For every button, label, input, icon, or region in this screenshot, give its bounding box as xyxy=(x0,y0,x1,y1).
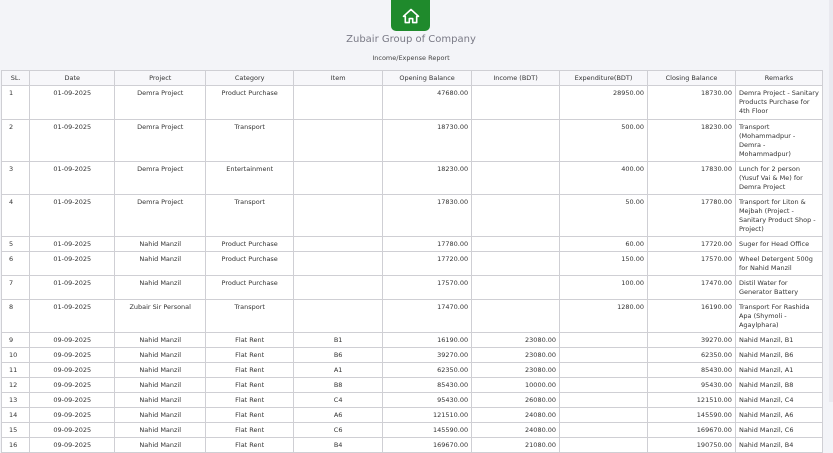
table-cell-sl: 12 xyxy=(2,378,30,393)
table-cell-item xyxy=(294,120,383,162)
table-cell-category: Flat Rent xyxy=(206,333,294,348)
table-row xyxy=(2,300,823,333)
company-logo[interactable] xyxy=(391,0,430,31)
table-cell-project: Nahid Manzil xyxy=(115,378,206,393)
table-cell-item: B6 xyxy=(294,348,383,363)
table-cell-category: Product Purchase xyxy=(206,237,294,252)
table-cell-remarks: Lunch for 2 person (Yusuf Vai & Me) for Demra Project xyxy=(735,162,822,195)
table-row xyxy=(2,408,823,423)
table-cell-date: 01-09-2025 xyxy=(30,237,115,252)
table-cell-category: Product Purchase xyxy=(206,86,294,120)
table-cell-expenditure: 100.00 xyxy=(560,276,648,300)
table-row xyxy=(2,363,823,378)
table-cell-income: 21080.00 xyxy=(472,438,560,453)
table-cell-opening-balance: 18230.00 xyxy=(383,162,472,195)
table-cell-closing-balance: 18230.00 xyxy=(648,120,736,162)
table-cell-income xyxy=(472,162,560,195)
table-cell-income xyxy=(472,86,560,120)
table-cell-sl: 3 xyxy=(2,162,30,195)
table-row xyxy=(2,393,823,408)
table-cell-closing-balance: 85430.00 xyxy=(648,363,736,378)
table-cell-project: Nahid Manzil xyxy=(115,252,206,276)
table-cell-date: 01-09-2025 xyxy=(30,300,115,333)
table-cell-opening-balance: 145590.00 xyxy=(383,423,472,438)
table-cell-date: 09-09-2025 xyxy=(30,363,115,378)
table-cell-sl: 4 xyxy=(2,195,30,237)
table-cell-project: Demra Project xyxy=(115,195,206,237)
table-cell-income: 24080.00 xyxy=(472,423,560,438)
table-cell-expenditure xyxy=(560,423,648,438)
table-cell-closing-balance: 17780.00 xyxy=(648,195,736,237)
table-cell-expenditure xyxy=(560,348,648,363)
table-cell-item xyxy=(294,237,383,252)
table-cell-expenditure xyxy=(560,378,648,393)
table-row xyxy=(2,276,823,300)
table-cell-closing-balance: 17570.00 xyxy=(648,252,736,276)
table-cell-income: 24080.00 xyxy=(472,408,560,423)
table-cell-category: Transport xyxy=(206,300,294,333)
table-cell-project: Demra Project xyxy=(115,86,206,120)
table-cell-remarks: Nahid Manzil, B8 xyxy=(735,378,822,393)
table-cell-item: B1 xyxy=(294,333,383,348)
table-cell-item: C4 xyxy=(294,393,383,408)
table-cell-opening-balance: 62350.00 xyxy=(383,363,472,378)
col-header-project: Project xyxy=(115,71,206,86)
table-cell-item xyxy=(294,195,383,237)
table-cell-category: Flat Rent xyxy=(206,408,294,423)
table-row xyxy=(2,237,823,252)
table-cell-expenditure: 500.00 xyxy=(560,120,648,162)
table-cell-item: B8 xyxy=(294,378,383,393)
table-cell-expenditure: 28950.00 xyxy=(560,86,648,120)
table-row xyxy=(2,378,823,393)
table-cell-closing-balance: 39270.00 xyxy=(648,333,736,348)
table-cell-date: 01-09-2025 xyxy=(30,252,115,276)
col-header-closing-balance: Closing Balance xyxy=(648,71,736,86)
table-cell-project: Demra Project xyxy=(115,162,206,195)
table-cell-expenditure: 150.00 xyxy=(560,252,648,276)
table-cell-expenditure xyxy=(560,363,648,378)
table-cell-category: Flat Rent xyxy=(206,363,294,378)
table-cell-item xyxy=(294,252,383,276)
table-cell-closing-balance: 17830.00 xyxy=(648,162,736,195)
table-cell-sl: 11 xyxy=(2,363,30,378)
table-cell-item: C6 xyxy=(294,423,383,438)
col-header-item: Item xyxy=(294,71,383,86)
table-cell-income: 26080.00 xyxy=(472,393,560,408)
table-cell-remarks: Nahid Manzil, B6 xyxy=(735,348,822,363)
table-row xyxy=(2,252,823,276)
table-row xyxy=(2,348,823,363)
table-cell-date: 09-09-2025 xyxy=(30,378,115,393)
table-cell-expenditure xyxy=(560,438,648,453)
table-cell-date: 09-09-2025 xyxy=(30,393,115,408)
table-cell-remarks: Nahid Manzil, C4 xyxy=(735,393,822,408)
table-cell-project: Nahid Manzil xyxy=(115,276,206,300)
table-cell-date: 09-09-2025 xyxy=(30,348,115,363)
table-cell-opening-balance: 169670.00 xyxy=(383,438,472,453)
table-cell-opening-balance: 17830.00 xyxy=(383,195,472,237)
table-cell-closing-balance: 121510.00 xyxy=(648,393,736,408)
table-cell-opening-balance: 121510.00 xyxy=(383,408,472,423)
table-cell-income xyxy=(472,252,560,276)
table-cell-category: Flat Rent xyxy=(206,348,294,363)
table-cell-date: 01-09-2025 xyxy=(30,276,115,300)
table-cell-remarks: Nahid Manzil, C6 xyxy=(735,423,822,438)
table-cell-remarks: Demra Project - Sanitary Products Purchase for 4th Floor xyxy=(735,86,822,120)
table-cell-item xyxy=(294,86,383,120)
table-cell-expenditure: 60.00 xyxy=(560,237,648,252)
table-cell-opening-balance: 17720.00 xyxy=(383,252,472,276)
table-cell-project: Nahid Manzil xyxy=(115,423,206,438)
table-cell-opening-balance: 39270.00 xyxy=(383,348,472,363)
table-cell-category: Product Purchase xyxy=(206,252,294,276)
col-header-date: Date xyxy=(30,71,115,86)
table-cell-opening-balance: 18730.00 xyxy=(383,120,472,162)
table-cell-date: 09-09-2025 xyxy=(30,423,115,438)
table-cell-income xyxy=(472,237,560,252)
table-cell-project: Nahid Manzil xyxy=(115,393,206,408)
table-cell-sl: 1 xyxy=(2,86,30,120)
table-cell-income xyxy=(472,300,560,333)
table-row xyxy=(2,438,823,453)
table-cell-category: Entertainment xyxy=(206,162,294,195)
table-row xyxy=(2,333,823,348)
table-cell-income xyxy=(472,276,560,300)
table-cell-income: 10000.00 xyxy=(472,378,560,393)
table-cell-item: A1 xyxy=(294,363,383,378)
table-cell-sl: 2 xyxy=(2,120,30,162)
page-scrollbar-track[interactable] xyxy=(829,0,833,402)
table-cell-sl: 10 xyxy=(2,348,30,363)
table-cell-sl: 9 xyxy=(2,333,30,348)
table-cell-expenditure: 1280.00 xyxy=(560,300,648,333)
col-header-category: Category xyxy=(206,71,294,86)
table-cell-item xyxy=(294,276,383,300)
table-cell-closing-balance: 145590.00 xyxy=(648,408,736,423)
col-header-opening-balance: Opening Balance xyxy=(383,71,472,86)
table-cell-remarks: Nahid Manzil, A6 xyxy=(735,408,822,423)
table-cell-date: 01-09-2025 xyxy=(30,162,115,195)
table-cell-expenditure xyxy=(560,333,648,348)
table-row xyxy=(2,120,823,162)
table-cell-expenditure: 50.00 xyxy=(560,195,648,237)
table-row xyxy=(2,423,823,438)
table-cell-opening-balance: 17780.00 xyxy=(383,237,472,252)
table-row xyxy=(2,86,823,120)
table-cell-sl: 15 xyxy=(2,423,30,438)
table-cell-category: Transport xyxy=(206,120,294,162)
table-cell-date: 01-09-2025 xyxy=(30,86,115,120)
col-header-sl: SL. xyxy=(2,71,30,86)
table-cell-item: A6 xyxy=(294,408,383,423)
report-header xyxy=(0,0,822,70)
table-cell-category: Transport xyxy=(206,195,294,237)
table-cell-item: B4 xyxy=(294,438,383,453)
table-cell-opening-balance: 17470.00 xyxy=(383,300,472,333)
table-row xyxy=(2,195,823,237)
table-cell-item xyxy=(294,300,383,333)
table-cell-date: 01-09-2025 xyxy=(30,195,115,237)
table-header-row xyxy=(2,71,823,86)
table-cell-project: Nahid Manzil xyxy=(115,348,206,363)
table-cell-date: 09-09-2025 xyxy=(30,333,115,348)
col-header-remarks: Remarks xyxy=(735,71,822,86)
table-cell-remarks: Nahid Manzil, B4 xyxy=(735,438,822,453)
income-expense-table xyxy=(1,70,823,453)
table-cell-sl: 8 xyxy=(2,300,30,333)
table-cell-project: Nahid Manzil xyxy=(115,363,206,378)
table-cell-sl: 7 xyxy=(2,276,30,300)
table-cell-category: Flat Rent xyxy=(206,393,294,408)
table-cell-project: Demra Project xyxy=(115,120,206,162)
table-cell-income: 23080.00 xyxy=(472,348,560,363)
table-cell-project: Nahid Manzil xyxy=(115,237,206,252)
table-cell-opening-balance: 16190.00 xyxy=(383,333,472,348)
table-cell-date: 09-09-2025 xyxy=(30,408,115,423)
col-header-expenditure: Expenditure(BDT) xyxy=(560,71,648,86)
table-cell-opening-balance: 47680.00 xyxy=(383,86,472,120)
table-cell-income xyxy=(472,120,560,162)
table-cell-income: 23080.00 xyxy=(472,333,560,348)
table-cell-category: Flat Rent xyxy=(206,423,294,438)
table-cell-closing-balance: 17470.00 xyxy=(648,276,736,300)
table-cell-closing-balance: 62350.00 xyxy=(648,348,736,363)
table-cell-remarks: Transport For Rashida Apa (Shymoli - Agaylphara) xyxy=(735,300,822,333)
table-cell-item xyxy=(294,162,383,195)
table-cell-remarks: Nahid Manzil, A1 xyxy=(735,363,822,378)
table-cell-expenditure xyxy=(560,408,648,423)
table-cell-sl: 6 xyxy=(2,252,30,276)
table-cell-expenditure xyxy=(560,393,648,408)
table-cell-opening-balance: 17570.00 xyxy=(383,276,472,300)
table-cell-sl: 13 xyxy=(2,393,30,408)
table-cell-sl: 5 xyxy=(2,237,30,252)
table-cell-category: Flat Rent xyxy=(206,378,294,393)
table-cell-remarks: Transport for Liton & Mejbah (Project - Sanitary Product Shop - Project) xyxy=(735,195,822,237)
table-cell-closing-balance: 190750.00 xyxy=(648,438,736,453)
table-cell-sl: 16 xyxy=(2,438,30,453)
table-cell-project: Nahid Manzil xyxy=(115,408,206,423)
table-cell-remarks: Wheel Detergent 500g for Nahid Manzil xyxy=(735,252,822,276)
table-cell-date: 09-09-2025 xyxy=(30,438,115,453)
table-cell-closing-balance: 169670.00 xyxy=(648,423,736,438)
table-cell-sl: 14 xyxy=(2,408,30,423)
table-cell-opening-balance: 95430.00 xyxy=(383,393,472,408)
table-cell-category: Flat Rent xyxy=(206,438,294,453)
table-cell-closing-balance: 16190.00 xyxy=(648,300,736,333)
table-cell-closing-balance: 17720.00 xyxy=(648,237,736,252)
col-header-income: Income (BDT) xyxy=(472,71,560,86)
table-cell-expenditure: 400.00 xyxy=(560,162,648,195)
table-cell-opening-balance: 85430.00 xyxy=(383,378,472,393)
table-cell-project: Zubair Sir Personal xyxy=(115,300,206,333)
table-cell-remarks: Suger for Head Office xyxy=(735,237,822,252)
table-cell-income xyxy=(472,195,560,237)
home-icon xyxy=(402,8,420,24)
table-cell-project: Nahid Manzil xyxy=(115,333,206,348)
table-cell-project: Nahid Manzil xyxy=(115,438,206,453)
table-row xyxy=(2,162,823,195)
table-cell-category: Product Purchase xyxy=(206,276,294,300)
table-cell-remarks: Transport (Mohammadpur - Demra - Mohammadpur) xyxy=(735,120,822,162)
table-cell-date: 01-09-2025 xyxy=(30,120,115,162)
company-name: Zubair Group of Company xyxy=(346,34,476,45)
table-cell-closing-balance: 18730.00 xyxy=(648,86,736,120)
table-cell-remarks: Distil Water for Generator Battery xyxy=(735,276,822,300)
table-cell-remarks: Nahid Manzil, B1 xyxy=(735,333,822,348)
table-cell-income: 23080.00 xyxy=(472,363,560,378)
table-cell-closing-balance: 95430.00 xyxy=(648,378,736,393)
report-title: Income/Expense Report xyxy=(372,54,450,62)
